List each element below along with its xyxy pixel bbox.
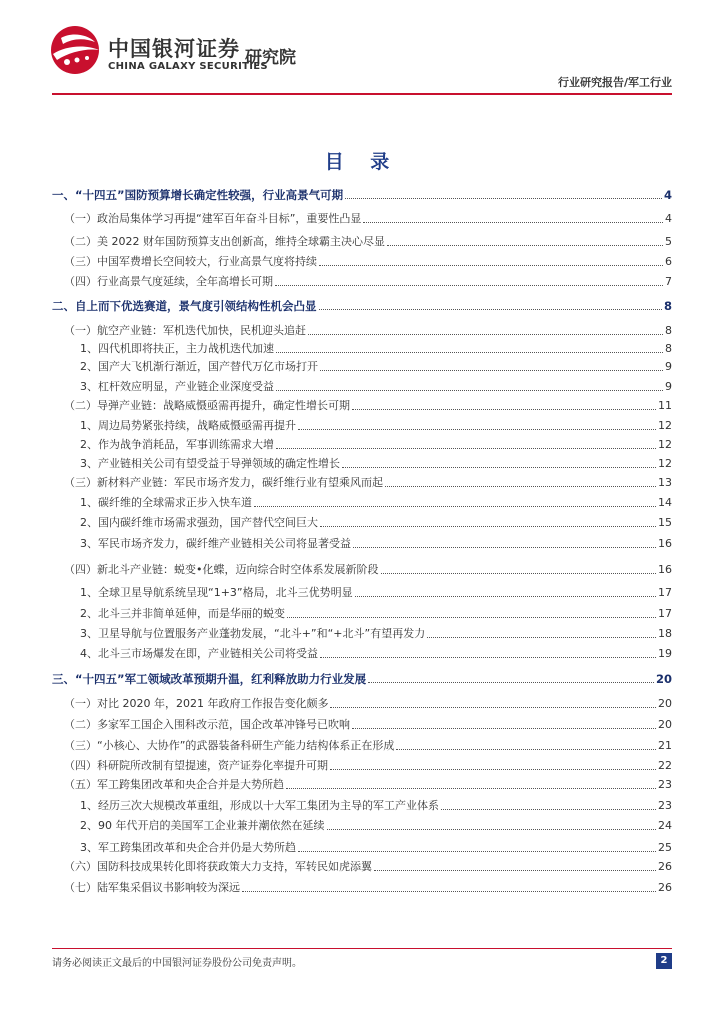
toc-entry-text: （二）美 2022 财年国防预算支出创新高，维持全球霸主决心尽显: [64, 235, 385, 248]
toc-leader-dots: [298, 851, 656, 852]
page-header: [0, 0, 724, 95]
toc-leader-dots: [368, 682, 654, 683]
toc-entry-page: 15: [658, 516, 672, 529]
brand-name-en: CHINA GALAXY SECURITIES: [108, 61, 268, 72]
toc-entry-page: 18: [658, 627, 672, 640]
toc-entry-text: （五）军工跨集团改革和央企合并是大势所趋: [64, 778, 284, 791]
toc-entry-text: （三）“小核心、大协作”的武器装备科研生产能力结构体系正在形成: [64, 739, 395, 752]
toc-entry-text: 二、自上而下优选赛道，景气度引领结构性机会凸显: [52, 299, 317, 313]
toc-leader-dots: [352, 728, 656, 729]
toc-entry-page: 23: [658, 799, 672, 812]
toc-leader-dots: [385, 486, 656, 487]
toc-leader-dots: [330, 769, 656, 770]
toc-entry[interactable]: [52, 714, 672, 732]
toc-leader-dots: [319, 309, 662, 310]
toc-entry-text: （一）政治局集体学习再提“建军百年奋斗目标”，重要性凸显: [64, 212, 362, 225]
toc-entry-text: 2、国产大飞机渐行渐近，国产替代万亿市场打开: [80, 360, 318, 373]
toc-entry-text: 1、全球卫星导航系统呈现“1+3”格局，北斗三优势明显: [80, 586, 353, 599]
toc-entry-text: 3、军工跨集团改革和央企合并仍是大势所趋: [80, 841, 296, 854]
toc-entry-page: 8: [663, 299, 672, 313]
toc-entry[interactable]: [52, 338, 672, 356]
toc-entry-text: 2、作为战争消耗品，军事训练需求大增: [80, 438, 274, 451]
toc-entry-text: （一）航空产业链：军机迭代加快，民机迎头追赶: [64, 324, 306, 337]
toc-entry-page: 6: [665, 255, 672, 268]
toc-leader-dots: [345, 198, 662, 199]
toc-entry-text: 2、90 年代开启的美国军工企业兼并潮依然在延续: [80, 819, 325, 832]
toc-leader-dots: [374, 870, 656, 871]
toc-entry[interactable]: [52, 755, 672, 773]
toc-entry-text: （三）中国军费增长空间较大，行业高景气度将持续: [64, 255, 317, 268]
toc-leader-dots: [342, 467, 656, 468]
toc-leader-dots: [330, 707, 656, 708]
toc-entry[interactable]: [52, 643, 672, 661]
toc-entry[interactable]: [52, 559, 672, 577]
toc-entry[interactable]: [52, 582, 672, 600]
toc-entry[interactable]: [52, 668, 672, 686]
toc-entry[interactable]: [52, 415, 672, 433]
toc-entry-text: 一、“十四五”国防预算增长确定性较强，行业高景气可期: [52, 188, 344, 202]
toc-entry[interactable]: [52, 453, 672, 471]
toc-entry-page: 4: [663, 188, 672, 202]
page-number: 2: [656, 953, 672, 969]
toc-leader-dots: [242, 891, 656, 892]
toc-entry[interactable]: [52, 837, 672, 855]
toc-entry-text: 1、周边局势紧张持续，战略威慑亟需再提升: [80, 419, 296, 432]
footer-disclaimer: 请务必阅读正文最后的中国银河证券股份公司免责声明。: [52, 958, 302, 969]
header-divider: [52, 93, 672, 95]
toc-entry-text: 4、北斗三市场爆发在即，产业链相关公司将受益: [80, 647, 318, 660]
toc-entry-page: 20: [658, 718, 672, 731]
toc-entry-page: 23: [658, 778, 672, 791]
toc-entry[interactable]: [52, 492, 672, 510]
toc-entry[interactable]: [52, 356, 672, 374]
toc-entry-text: 1、经历三次大规模改革重组，形成以十大军工集团为主导的军工产业体系: [80, 799, 439, 812]
report-type-label: 行业研究报告/军工行业: [557, 76, 672, 89]
toc-entry-page: 12: [658, 419, 672, 432]
toc-title: 目 录: [324, 151, 400, 173]
toc-entry-page: 19: [658, 647, 672, 660]
toc-entry-text: （一）对比 2020 年，2021 年政府工作报告变化颇多: [64, 697, 329, 710]
toc-leader-dots: [441, 809, 656, 810]
toc-entry-page: 14: [658, 496, 672, 509]
footer-divider: [52, 948, 672, 949]
toc-leader-dots: [254, 506, 656, 507]
toc-entry-page: 20: [655, 672, 672, 686]
toc-entry-text: 1、四代机即将扶正，主力战机迭代加速: [80, 342, 274, 355]
toc-entry-text: （二）多家军工国企入围科改示范，国企改革冲锋号已吹响: [64, 718, 350, 731]
toc-leader-dots: [276, 352, 663, 353]
toc-entry-text: 3、杠杆效应明显，产业链企业深度受益: [80, 380, 274, 393]
toc-entry-page: 9: [665, 360, 672, 373]
toc-entry[interactable]: [52, 735, 672, 753]
toc-entry-text: 3、产业链相关公司有望受益于导弹领域的确定性增长: [80, 457, 340, 470]
toc-leader-dots: [327, 829, 657, 830]
toc-leader-dots: [381, 573, 657, 574]
toc-leader-dots: [353, 547, 656, 548]
toc-leader-dots: [387, 245, 663, 246]
toc-entry[interactable]: [52, 395, 672, 413]
toc-entry-page: 5: [665, 235, 672, 248]
toc-entry-text: 1、碳纤维的全球需求正步入快车道: [80, 496, 252, 509]
toc-leader-dots: [320, 526, 656, 527]
toc-entry-page: 16: [658, 537, 672, 550]
toc-leader-dots: [286, 788, 656, 789]
toc-entry-page: 16: [658, 563, 672, 576]
toc-entry-text: （三）新材料产业链：军民市场齐发力，碳纤维行业有望乘风而起: [64, 476, 383, 489]
toc-entry-page: 7: [665, 275, 672, 288]
toc-entry[interactable]: [52, 815, 672, 833]
toc-entry[interactable]: [52, 472, 672, 490]
toc-entry[interactable]: [52, 376, 672, 394]
toc-leader-dots: [287, 617, 656, 618]
toc-entry-text: （四）新北斗产业链：蜕变•化蝶，迈向综合时空体系发展新阶段: [64, 563, 379, 576]
toc-entry-text: 3、卫星导航与位置服务产业蓬勃发展，“北斗+”和“+北斗”有望再发力: [80, 627, 426, 640]
toc-entry-page: 11: [658, 399, 672, 412]
toc-entry[interactable]: [52, 856, 672, 874]
toc-entry-page: 22: [658, 759, 672, 772]
toc-leader-dots: [275, 285, 663, 286]
toc-entry-text: 2、北斗三并非简单延伸，而是华丽的蜕变: [80, 607, 285, 620]
toc-entry[interactable]: [52, 208, 672, 226]
toc-entry-page: 17: [658, 586, 672, 599]
toc-entry-page: 17: [658, 607, 672, 620]
toc-leader-dots: [276, 448, 656, 449]
toc-entry[interactable]: [52, 774, 672, 792]
toc-entry-page: 21: [658, 739, 672, 752]
institute-label: 研究院: [245, 48, 296, 68]
toc-entry[interactable]: [52, 693, 672, 711]
toc-entry-page: 26: [658, 860, 672, 873]
galaxy-logo-icon: [47, 24, 103, 76]
toc-entry-text: （二）导弹产业链：战略威慑亟需再提升，确定性增长可期: [64, 399, 350, 412]
toc-leader-dots: [355, 596, 656, 597]
toc-entry[interactable]: [52, 533, 672, 551]
toc-entry-page: 12: [658, 457, 672, 470]
toc-leader-dots: [320, 657, 656, 658]
toc-entry[interactable]: [52, 231, 672, 249]
toc-entry[interactable]: [52, 877, 672, 895]
toc-entry-page: 8: [665, 342, 672, 355]
toc-leader-dots: [308, 334, 663, 335]
toc-leader-dots: [298, 429, 656, 430]
toc-entry[interactable]: [52, 251, 672, 269]
toc-entry[interactable]: [52, 295, 672, 313]
toc-entry[interactable]: [52, 512, 672, 530]
toc-entry-page: 4: [665, 212, 672, 225]
toc-entry-text: 2、国内碳纤维市场需求强劲，国产替代空间巨大: [80, 516, 318, 529]
toc-entry[interactable]: [52, 320, 672, 338]
toc-entry-text: （四）行业高景气度延续，全年高增长可期: [64, 275, 273, 288]
toc-entry-page: 24: [658, 819, 672, 832]
toc-entry[interactable]: [52, 271, 672, 289]
toc-leader-dots: [352, 409, 656, 410]
toc-leader-dots: [363, 222, 663, 223]
toc-entry[interactable]: [52, 434, 672, 452]
toc-entry-page: 25: [658, 841, 672, 854]
toc-entry-text: 三、“十四五”军工领域改革预期升温，红利释放助力行业发展: [52, 672, 367, 686]
toc-entry-page: 12: [658, 438, 672, 451]
toc-entry[interactable]: [52, 184, 672, 202]
toc-entry-text: 3、军民市场齐发力，碳纤维产业链相关公司将显著受益: [80, 537, 351, 550]
toc-entry[interactable]: [52, 795, 672, 813]
toc-entry-text: （四）科研院所改制有望提速，资产证券化率提升可期: [64, 759, 328, 772]
toc-entry[interactable]: [52, 603, 672, 621]
toc-entry-text: （七）陆军集采倡议书影响较为深远: [64, 881, 240, 894]
toc-leader-dots: [319, 265, 663, 266]
brand-name-cn: 中国银河证券: [108, 37, 240, 61]
toc-leader-dots: [396, 749, 656, 750]
toc-entry-page: 9: [665, 380, 672, 393]
toc-leader-dots: [276, 390, 663, 391]
toc-leader-dots: [320, 370, 663, 371]
toc-entry[interactable]: [52, 623, 672, 641]
toc-leader-dots: [427, 637, 656, 638]
toc-entry-page: 13: [658, 476, 672, 489]
toc-entry-page: 20: [658, 697, 672, 710]
toc-entry-text: （六）国防科技成果转化即将获政策大力支持，军转民如虎添翼: [64, 860, 372, 873]
toc-entry-page: 26: [658, 881, 672, 894]
toc-entry-page: 8: [665, 324, 672, 337]
